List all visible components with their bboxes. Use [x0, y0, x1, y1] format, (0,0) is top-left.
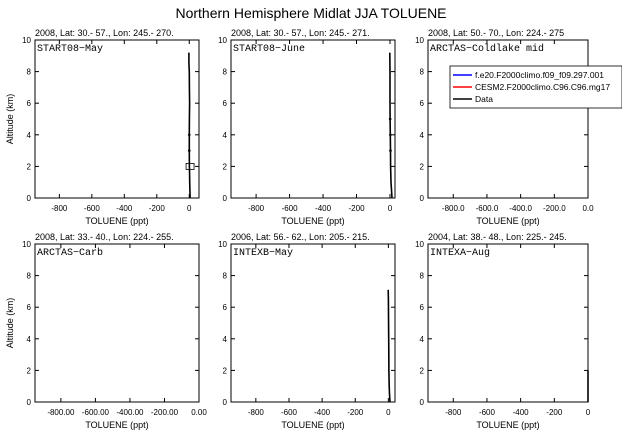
y-tick-label: 10 [218, 36, 227, 45]
y-tick-label: 10 [22, 36, 31, 45]
y-tick-label: 2 [419, 162, 424, 172]
legend-label: Data [475, 94, 493, 104]
data-marker [188, 149, 191, 152]
figure-title: Northern Hemisphere Midlat JJA TOLUENE [175, 5, 447, 21]
series-line-data [390, 53, 392, 198]
x-tick-label: 0 [585, 408, 591, 417]
y-tick-label: 8 [26, 271, 31, 281]
x-tick-label: -400 [315, 204, 332, 213]
y-tick-label: 8 [222, 67, 227, 77]
data-marker [389, 134, 392, 137]
x-tick-label: 0.00 [191, 408, 207, 417]
y-tick-label: 8 [419, 67, 424, 77]
panel-4 [5, 232, 207, 430]
x-tick-label: -600.00 [81, 408, 109, 417]
x-tick-label: -800 [51, 204, 68, 213]
y-tick-label: 4 [26, 334, 31, 344]
panel-2 [218, 28, 395, 226]
y-tick-label: 4 [222, 334, 227, 344]
x-tick-label: -200.00 [150, 408, 179, 417]
x-axis-label: TOLUENE (ppt) [476, 216, 540, 226]
y-tick-label: 6 [222, 99, 227, 109]
y-tick-label: 2 [222, 366, 227, 376]
y-tick-label: 4 [419, 334, 424, 344]
x-tick-label: -800 [247, 408, 264, 417]
plot-frame [231, 40, 395, 198]
y-tick-label: 4 [419, 130, 424, 140]
x-tick-label: -400.0 [509, 204, 532, 213]
x-tick-label: -600 [280, 408, 297, 417]
campaign-label: START08−June [233, 44, 306, 55]
plot-frame [428, 244, 588, 402]
x-tick-label: -200 [148, 204, 165, 213]
plot-frame [231, 244, 395, 402]
data-marker [389, 149, 392, 152]
x-tick-label: 0 [387, 204, 393, 213]
y-tick-label: 10 [415, 36, 424, 45]
x-tick-label: -400.00 [116, 408, 144, 417]
x-tick-label: -400 [314, 408, 331, 417]
y-tick-label: 6 [222, 303, 227, 313]
campaign-label: START08−May [37, 44, 104, 55]
campaign-label: INTEXA−Aug [430, 248, 491, 259]
panel-1 [5, 28, 199, 226]
y-tick-label: 2 [26, 162, 31, 172]
panel-header: 2008, Lat: 30.- 57., Lon: 245.- 270. [35, 28, 174, 38]
y-tick-label: 4 [26, 130, 31, 140]
y-tick-label: 0 [222, 194, 227, 203]
x-tick-label: -600 [281, 204, 298, 213]
y-tick-label: 6 [419, 303, 424, 313]
series-line-data [189, 53, 190, 198]
y-axis-label: Altitude (km) [5, 297, 15, 349]
x-axis-label: TOLUENE (ppt) [281, 420, 345, 430]
x-tick-label: 0 [187, 204, 192, 213]
x-tick-label: -200 [546, 408, 563, 417]
x-axis-label: TOLUENE (ppt) [281, 216, 345, 226]
x-tick-label: -800 [445, 408, 462, 417]
panel-header: 2008, Lat: 33.- 40., Lon: 224.- 255. [35, 232, 174, 242]
y-tick-label: 0 [26, 398, 31, 407]
x-tick-label: -600.0 [475, 204, 499, 213]
panel-5 [218, 232, 395, 430]
x-axis-label: TOLUENE (ppt) [476, 420, 540, 430]
y-tick-label: 8 [222, 271, 227, 281]
x-tick-label: -600 [83, 204, 100, 213]
plot-frame [35, 40, 199, 198]
x-tick-label: -400 [116, 204, 133, 213]
y-tick-label: 8 [26, 67, 31, 77]
plot-frame [428, 40, 588, 198]
y-tick-label: 6 [26, 303, 31, 313]
panel-3 [415, 28, 594, 226]
y-tick-label: 0 [222, 398, 227, 407]
data-marker [188, 134, 191, 137]
y-tick-label: 4 [222, 130, 227, 140]
x-axis-label: TOLUENE (ppt) [85, 216, 149, 226]
x-tick-label: -200.0 [542, 204, 566, 213]
x-tick-label: 0 [386, 408, 391, 417]
x-tick-label: -800.0 [441, 204, 465, 213]
legend-label: f.e20.F2000climo.f09_f09.297.001 [475, 70, 605, 80]
x-tick-label: -200 [347, 408, 364, 417]
campaign-label: INTEXB−May [233, 248, 294, 259]
y-tick-label: 8 [419, 271, 424, 281]
legend [450, 66, 622, 108]
series-line-data [388, 290, 390, 402]
x-tick-label: -800 [248, 204, 265, 213]
y-tick-label: 2 [222, 162, 227, 172]
panel-6 [415, 232, 591, 430]
y-tick-label: 6 [26, 99, 31, 109]
panel-header: 2006, Lat: 56.- 62., Lon: 205.- 215. [231, 232, 370, 242]
y-tick-label: 10 [415, 240, 424, 249]
x-tick-label: -600 [478, 408, 495, 417]
y-tick-label: 0 [419, 398, 424, 407]
y-tick-label: 6 [419, 99, 424, 109]
y-tick-label: 0 [419, 194, 424, 203]
campaign-label: ARCTAS−Carb [37, 248, 104, 259]
plot-frame [35, 244, 199, 402]
y-tick-label: 2 [26, 366, 31, 376]
y-tick-label: 0 [26, 194, 31, 203]
x-axis-label: TOLUENE (ppt) [85, 420, 149, 430]
panel-header: 2008, Lat: 30.- 57., Lon: 245.- 271. [231, 28, 370, 38]
y-tick-label: 2 [419, 366, 424, 376]
campaign-label: ARCTAS−Coldlake mid [430, 44, 545, 55]
y-axis-label: Altitude (km) [5, 93, 15, 145]
y-tick-label: 10 [218, 240, 227, 249]
panel-header: 2008, Lat: 50.- 70., Lon: 224.- 275 [428, 28, 565, 38]
x-tick-label: -200 [348, 204, 365, 213]
x-tick-label: -400 [512, 408, 529, 417]
x-tick-label: 0.0 [582, 204, 594, 213]
data-marker [389, 118, 392, 121]
legend-label: CESM2.F2000climo.C96.C96.mg17 [475, 82, 611, 92]
panel-header: 2004, Lat: 38.- 48., Lon: 225.- 245. [428, 232, 567, 242]
x-tick-label: -800.00 [47, 408, 75, 417]
y-tick-label: 10 [22, 240, 31, 249]
